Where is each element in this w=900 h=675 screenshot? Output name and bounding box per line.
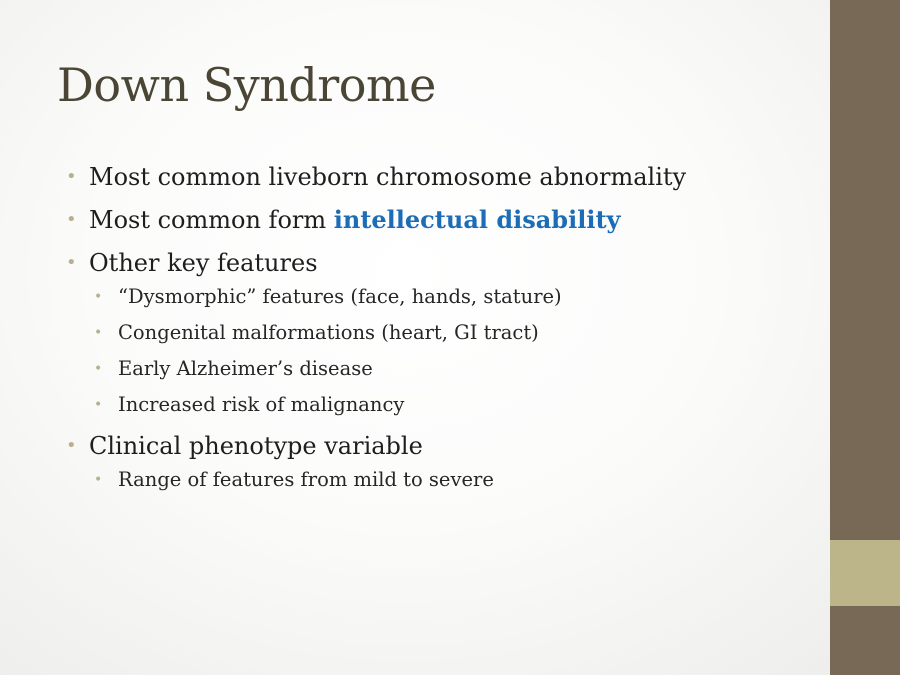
bullet-text: Most common form (89, 206, 334, 234)
bullet-text: Most common liveborn chromosome abnormality (89, 163, 687, 191)
bullet-marker: • (66, 252, 77, 273)
bullet-item (66, 162, 816, 192)
side-bar-lower-band (830, 606, 900, 675)
sub-bullet-marker: • (94, 472, 103, 488)
side-bar-accent-band (830, 540, 900, 606)
sub-bullet-item (94, 284, 816, 310)
sub-bullet-list (89, 284, 816, 418)
slide-title: Down Syndrome (57, 58, 436, 112)
bullet-marker: • (66, 435, 77, 456)
sub-bullet-item (94, 356, 816, 382)
side-bar-upper-band (830, 0, 900, 540)
bullet-list (66, 162, 816, 506)
bullet-item (66, 431, 816, 493)
bullet-item (66, 248, 816, 418)
sub-bullet-text: Early Alzheimer’s disease (118, 357, 373, 380)
bullet-text: Other key features (89, 249, 318, 277)
bullet-item (66, 205, 816, 235)
sub-bullet-text: “Dysmorphic” features (face, hands, stature) (118, 285, 562, 308)
sub-bullet-item (94, 320, 816, 346)
sub-bullet-item (94, 392, 816, 418)
sub-bullet-text: Congenital malformations (heart, GI tract) (118, 321, 539, 344)
sub-bullet-list (89, 467, 816, 493)
bullet-marker: • (66, 209, 77, 230)
sub-bullet-marker: • (94, 397, 103, 413)
sub-bullet-text: Range of features from mild to severe (118, 468, 494, 491)
sub-bullet-item (94, 467, 816, 493)
bullet-marker: • (66, 166, 77, 187)
bullet-text: Clinical phenotype variable (89, 432, 423, 460)
sub-bullet-text: Increased risk of malignancy (118, 393, 405, 416)
sub-bullet-marker: • (94, 361, 103, 377)
sub-bullet-marker: • (94, 325, 103, 341)
sub-bullet-marker: • (94, 289, 103, 305)
bullet-emphasis-text: intellectual disability (333, 205, 621, 234)
side-decoration-bar (830, 0, 900, 675)
